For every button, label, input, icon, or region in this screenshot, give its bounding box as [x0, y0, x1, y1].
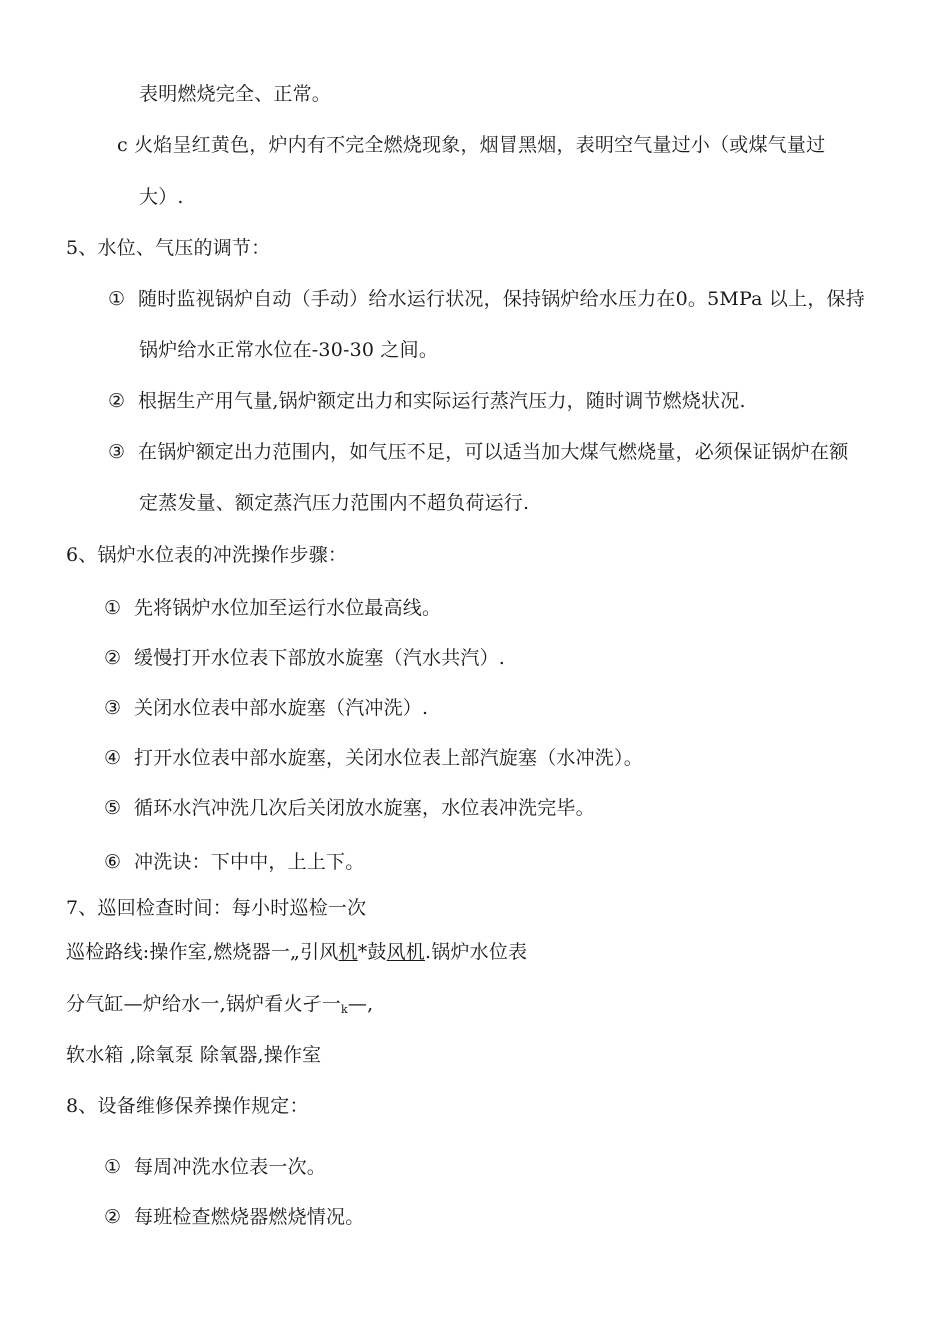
- text-line: 锅炉给水正常水位在-30-30 之间。: [139, 339, 439, 361]
- list-item: [108, 287, 865, 311]
- route-line: [66, 992, 373, 1022]
- list-number: ⑤: [104, 797, 122, 819]
- route-text-underlined: 风机: [386, 941, 426, 963]
- route-line: [66, 940, 527, 964]
- route-text: 分气缸—炉给水一,锅炉看火孑一: [66, 993, 342, 1015]
- list-text: 打开水位表中部水旋塞，关闭水位表上部汽旋塞（水冲洗）。: [134, 747, 643, 769]
- text-line: 大）.: [139, 186, 184, 208]
- route-text: .锅炉水位表: [425, 941, 528, 963]
- list-text: 先将锅炉水位加至运行水位最高线。: [134, 597, 442, 619]
- list-number: ③: [104, 697, 122, 719]
- list-number: ②: [108, 390, 126, 412]
- list-number: ④: [104, 747, 122, 769]
- list-item: [104, 596, 441, 620]
- route-subscript: k: [341, 1003, 348, 1016]
- list-text: 关闭水位表中部水旋塞（汽冲洗）.: [134, 697, 429, 719]
- list-item: [104, 1205, 364, 1229]
- route-text: *鼓: [357, 941, 387, 963]
- list-text: 每周冲洗水位表一次。: [134, 1156, 327, 1178]
- list-text: 随时监视锅炉自动（手动）给水运行状况，保持锅炉给水压力在0。5MPa 以上，保持: [138, 288, 865, 310]
- list-text: 每班检查燃烧器燃烧情况。: [134, 1206, 365, 1228]
- list-item: [104, 850, 364, 874]
- list-number: ①: [104, 597, 122, 619]
- list-number: ③: [108, 441, 126, 463]
- list-text: 循环水汽冲洗几次后关闭放水旋塞，水位表冲洗完毕。: [134, 797, 595, 819]
- list-item: [104, 746, 643, 770]
- section-heading: 5、水位、气压的调节：: [66, 237, 271, 259]
- list-item: [108, 389, 746, 413]
- route-text-underlined: 机: [338, 941, 358, 963]
- list-item: [104, 696, 428, 720]
- section-heading: 6、锅炉水位表的冲洗操作步骤：: [66, 544, 348, 566]
- route-line: 软水箱 ,除氧泵 除氧器,操作室: [66, 1044, 322, 1066]
- text-line: 表明燃烧完全、正常。: [139, 83, 332, 105]
- section-heading: 8、设备维修保养操作规定：: [66, 1095, 309, 1117]
- list-text: 根据生产用气量,锅炉额定出力和实际运行蒸汽压力，随时调节燃烧状况.: [138, 390, 746, 412]
- list-text: 冲洗诀：下中中，上上下。: [134, 851, 365, 873]
- list-number: ⑥: [104, 851, 122, 873]
- section-heading: 7、巡回检查时间：每小时巡检一次: [66, 897, 367, 919]
- list-item: [108, 440, 848, 464]
- list-item: [104, 796, 595, 820]
- route-text: —,: [347, 993, 374, 1015]
- list-item: [104, 646, 505, 670]
- list-number: ①: [104, 1156, 122, 1178]
- list-text: 缓慢打开水位表下部放水旋塞（汽水共汽）.: [134, 647, 506, 669]
- list-text: 在锅炉额定出力范围内，如气压不足，可以适当加大煤气燃烧量，必须保证锅炉在额: [138, 441, 849, 463]
- list-number: ②: [104, 647, 122, 669]
- route-text: 巡检路线:操作室,燃烧器一„引风: [66, 941, 339, 963]
- text-line: 定蒸发量、额定蒸汽压力范围内不超负荷运行.: [139, 492, 530, 514]
- list-number: ①: [108, 288, 126, 310]
- list-item: [104, 1155, 326, 1179]
- text-line: c 火焰呈红黄色，炉内有不完全燃烧现象，烟冒黑烟，表明空气量过小（或煤气量过: [117, 134, 826, 156]
- list-number: ②: [104, 1206, 122, 1228]
